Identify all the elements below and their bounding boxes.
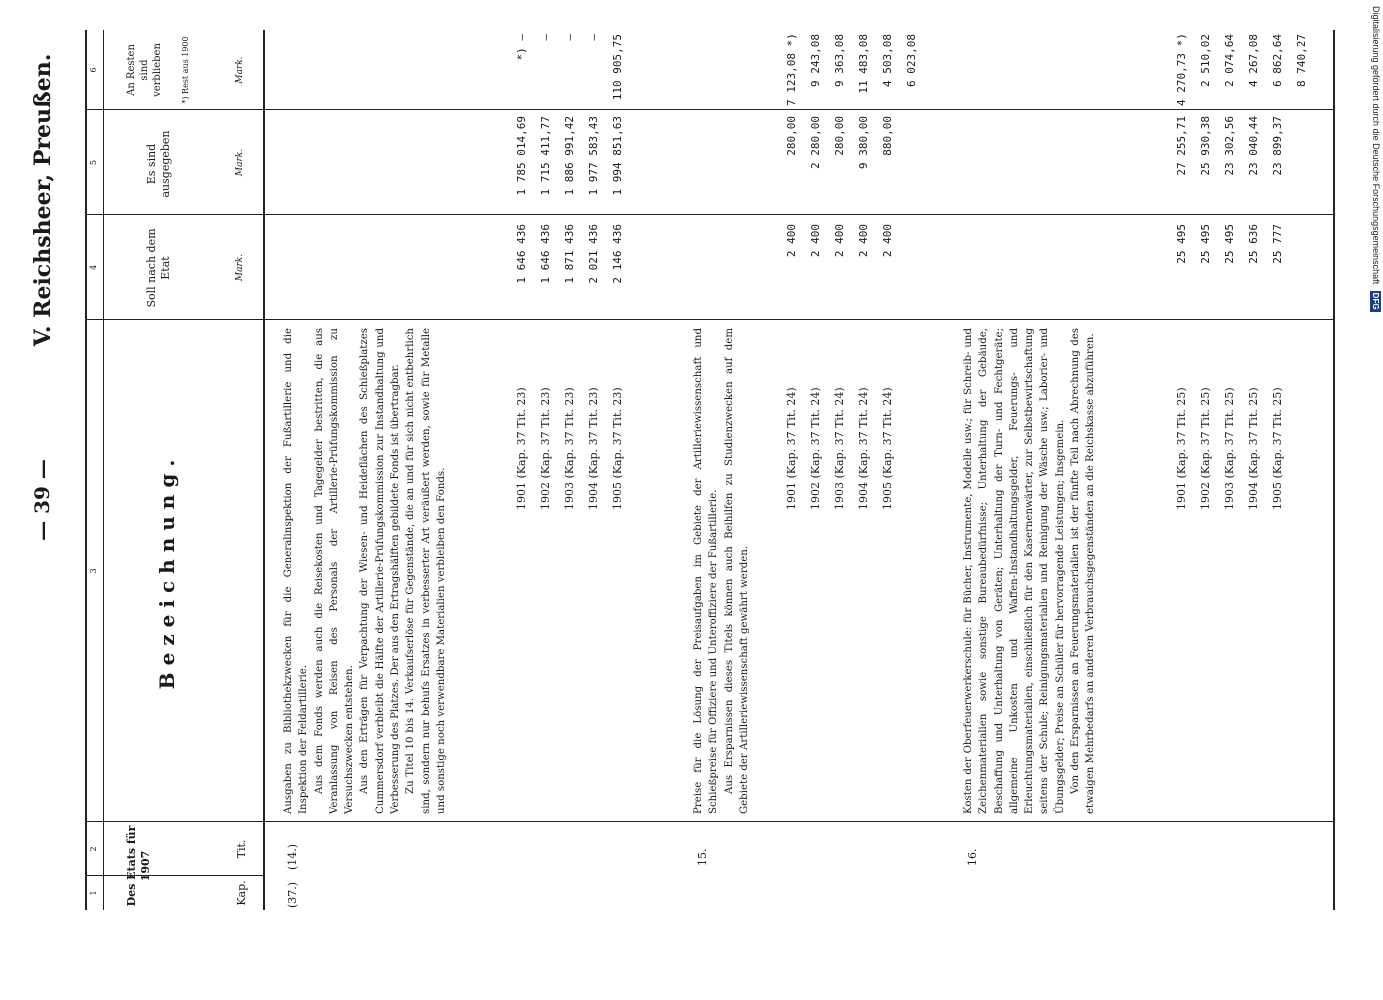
- section14-tit: (14.): [286, 843, 299, 870]
- table-bottom-rule: [1333, 30, 1335, 910]
- col1-sub: Kap.: [235, 880, 248, 906]
- year-label: 1905 (Kap. 37 Tit. 25): [1271, 387, 1284, 510]
- ausgegeben-value: 9 380,00: [857, 116, 870, 169]
- col5-header: Es sind ausgegeben: [145, 130, 172, 198]
- col3-header: Bezeichnung.: [155, 452, 179, 690]
- ausgegeben-value: 2 280,00: [809, 116, 822, 169]
- soll-value: 2 400: [857, 224, 870, 258]
- soll-value: 2 146 436: [611, 224, 624, 284]
- page-number: — 39 —: [30, 459, 54, 541]
- budget-table: [85, 30, 1335, 910]
- rest-value: 6 862,64: [1271, 34, 1284, 87]
- digitization-text: Digitalisierung gefördert durch die Deutsche Forschungsgemeinschaft: [1371, 6, 1381, 285]
- rest-value: 110 905,75: [611, 34, 624, 101]
- section14-para: Aus dem Fonds werden auch die Reisekosten und Tagegelder bestritten, die aus Veranlassung von Reisen des Personals der Artillerie-Prüfungskommission zu Versuchszwecken entstehen.: [313, 328, 356, 814]
- col2-sub: Tit.: [235, 839, 248, 859]
- soll-value: 2 400: [833, 224, 846, 258]
- col-divider-4: [85, 214, 1335, 215]
- year-label: 1902 (Kap. 37 Tit. 23): [539, 387, 552, 510]
- section16-text: [961, 328, 1099, 814]
- year-label: 1905 (Kap. 37 Tit. 23): [611, 387, 624, 510]
- section16-para: Kosten der Oberfeuerwerkerschule: für Bücher, Instrumente, Modelle usw.; für Schreib- und Zeichenmaterialien sowie sonstige Bureaubedürfnisse; Unterhaltung der Gebäude, Beschaffung und Unterhaltung von Geräten; Unterhaltung der Turn- und Fechtgeräte; allgemeine Unkosten und Waffen-Instandhaltungsgelder, Feuerungs- und Erleuchtungsmaterialien, einschließlich für den Kasernenwärter, zur Selbstbewirtschaftung seitens der Schule; Reinigungsmaterialien und Reinigung der Wäsche usw.; Laborier- und Übungsgelder; Preise an Schüler für hervorragende Leistungen; Insgemein.: [963, 328, 1066, 814]
- year-label: 1901 (Kap. 37 Tit. 23): [515, 387, 528, 510]
- rest-value: 2 510,02: [1199, 34, 1212, 87]
- colnum-2: 2: [89, 846, 98, 852]
- section14-text: [281, 328, 449, 814]
- ausgegeben-value: 23 899,37: [1271, 116, 1284, 176]
- ausgegeben-value: 280,00: [785, 116, 798, 156]
- year-label: 1903 (Kap. 37 Tit. 24): [833, 387, 846, 510]
- rest-value: 7 123,08 *): [785, 33, 798, 106]
- section16-para: Von den Ersparnissen an Feuerungsmaterialien ist der fünfte Teil nach Abrechnung des etwaigen Mehrbedarfs an anderen Verbrauchsgegenständen an die Reichskasse abzuführen.: [1070, 328, 1097, 814]
- soll-value: 2 400: [881, 224, 894, 258]
- col-divider-3: [85, 319, 1335, 320]
- year-label: 1905 (Kap. 37 Tit. 24): [881, 387, 894, 510]
- soll-value: 1 871 436: [563, 224, 576, 284]
- soll-value: 2 400: [785, 224, 798, 258]
- section14-para: Aus den Erträgen für Verpachtung der Wiesen- und Heideflächen des Schießplatzes Cummersdorf verbleibt die Hälfte der Artillerie-Prüfungskommission zur Instandhaltung und Verbesserung des Platzes. Der aus den Ertragshälften gebildete Fonds ist übertragbar.: [359, 328, 402, 814]
- colnum-4: 4: [89, 264, 98, 271]
- soll-value: 25 495: [1199, 224, 1212, 264]
- soll-value: 25 495: [1175, 224, 1188, 264]
- table-top-rule: [85, 30, 87, 910]
- section14-para: Ausgaben zu Bibliothekzwecken für die Generalinspektion der Fußartillerie und die Inspektion der Feldartillerie.: [283, 328, 310, 814]
- section15-text: [691, 328, 752, 814]
- colnum-3: 3: [89, 568, 98, 574]
- ausgegeben-value: 1 886 991,42: [563, 116, 576, 196]
- rest-value: —: [587, 34, 600, 41]
- year-label: 1901 (Kap. 37 Tit. 24): [785, 387, 798, 510]
- section16-tit: 16.: [966, 848, 979, 866]
- year-label: 1904 (Kap. 37 Tit. 23): [587, 387, 600, 510]
- rest-value: 2 074,64: [1223, 34, 1236, 87]
- section15-para: Preise für die Lösung der Preisaufgaben im Gebiete der Artilleriewissenschaft und Schießpreise für Offiziere und Unteroffiziere der Fußartillerie.: [693, 328, 720, 814]
- col6-unit: Mark.: [235, 56, 245, 84]
- rest-value: *) —: [515, 34, 528, 61]
- rest-value: 4 270,73 *): [1175, 33, 1188, 106]
- rest-value: 6 023,08: [905, 34, 918, 87]
- rest-value: —: [563, 34, 576, 41]
- ausgegeben-value: 1 994 851,63: [611, 116, 624, 196]
- rest-value: 9 363,08: [833, 34, 846, 87]
- section14-para: Zu Titel 10 bis 14. Verkaufserlöse für Gegenstände, die an und für sich nicht entbehrlich sind, sondern nur behufs Ersatzes in verbesserter Art veräußert werden, sowie für Metalle und sonstige noch verwendbare Materialien verbleiben den Fonds.: [405, 328, 447, 814]
- year-label: 1902 (Kap. 37 Tit. 25): [1199, 387, 1212, 510]
- digitization-note: [1367, 6, 1383, 994]
- soll-value: 2 021 436: [587, 224, 600, 284]
- soll-value: 1 646 436: [539, 224, 552, 284]
- ausgegeben-value: 27 255,71: [1175, 116, 1188, 176]
- col-divider-2: [85, 821, 1335, 822]
- chapter-title: V. Reichsheer, Preußen.: [30, 53, 56, 347]
- colnum-1: 1: [89, 890, 98, 896]
- rest-value: 9 243,08: [809, 34, 822, 87]
- ausgegeben-value: 1 785 014,69: [515, 116, 528, 196]
- ausgegeben-value: 23 302,56: [1223, 116, 1236, 176]
- col6-header: An Resten sind verblieben: [126, 43, 163, 97]
- col4-unit: Mark.: [235, 253, 245, 282]
- col-divider-5: [85, 109, 1335, 110]
- year-label: 1903 (Kap. 37 Tit. 25): [1223, 387, 1236, 510]
- rest-value: 4 503,08: [881, 34, 894, 87]
- colnum-5: 5: [89, 159, 98, 166]
- rest-value: 4 267,08: [1247, 34, 1260, 87]
- ausgegeben-value: 880,00: [881, 116, 894, 156]
- col6-note: *) Rest aus 1900: [181, 36, 190, 104]
- year-label: 1903 (Kap. 37 Tit. 23): [563, 387, 576, 510]
- ausgegeben-value: 1 715 411,77: [539, 116, 552, 196]
- colnum-rule: [103, 30, 104, 910]
- col12-header: Des Etats für 1907: [125, 825, 152, 907]
- col5-unit: Mark.: [235, 148, 245, 177]
- soll-value: 2 400: [809, 224, 822, 258]
- soll-value: 25 777: [1271, 224, 1284, 264]
- year-label: 1901 (Kap. 37 Tit. 25): [1175, 387, 1188, 510]
- ausgegeben-value: 1 977 583,43: [587, 116, 600, 196]
- rest-value: 8 740,27: [1295, 34, 1308, 87]
- rest-value: —: [539, 34, 552, 41]
- ausgegeben-value: 25 930,38: [1199, 116, 1212, 176]
- rest-value: 11 483,08: [857, 34, 870, 94]
- year-label: 1902 (Kap. 37 Tit. 24): [809, 387, 822, 510]
- year-label: 1904 (Kap. 37 Tit. 25): [1247, 387, 1260, 510]
- header-rule: [263, 30, 265, 910]
- section15-tit: 15.: [696, 848, 709, 866]
- section14-kap: (37.): [286, 881, 299, 908]
- soll-value: 25 636: [1247, 224, 1260, 264]
- soll-value: 1 646 436: [515, 224, 528, 284]
- section15-para: Aus Ersparnissen dieses Titels können auch Beihilfen zu Studienzwecken auf dem Gebiete der Artilleriewissenschaft gewährt werden.: [723, 328, 750, 814]
- soll-value: 25 495: [1223, 224, 1236, 264]
- colnum-6: 6: [89, 67, 98, 73]
- ausgegeben-value: 23 040,44: [1247, 116, 1260, 176]
- col4-header: Soll nach dem Etat: [145, 228, 172, 308]
- ausgegeben-value: 280,00: [833, 116, 846, 156]
- year-label: 1904 (Kap. 37 Tit. 24): [857, 387, 870, 510]
- dfg-logo: DFG: [1371, 292, 1380, 310]
